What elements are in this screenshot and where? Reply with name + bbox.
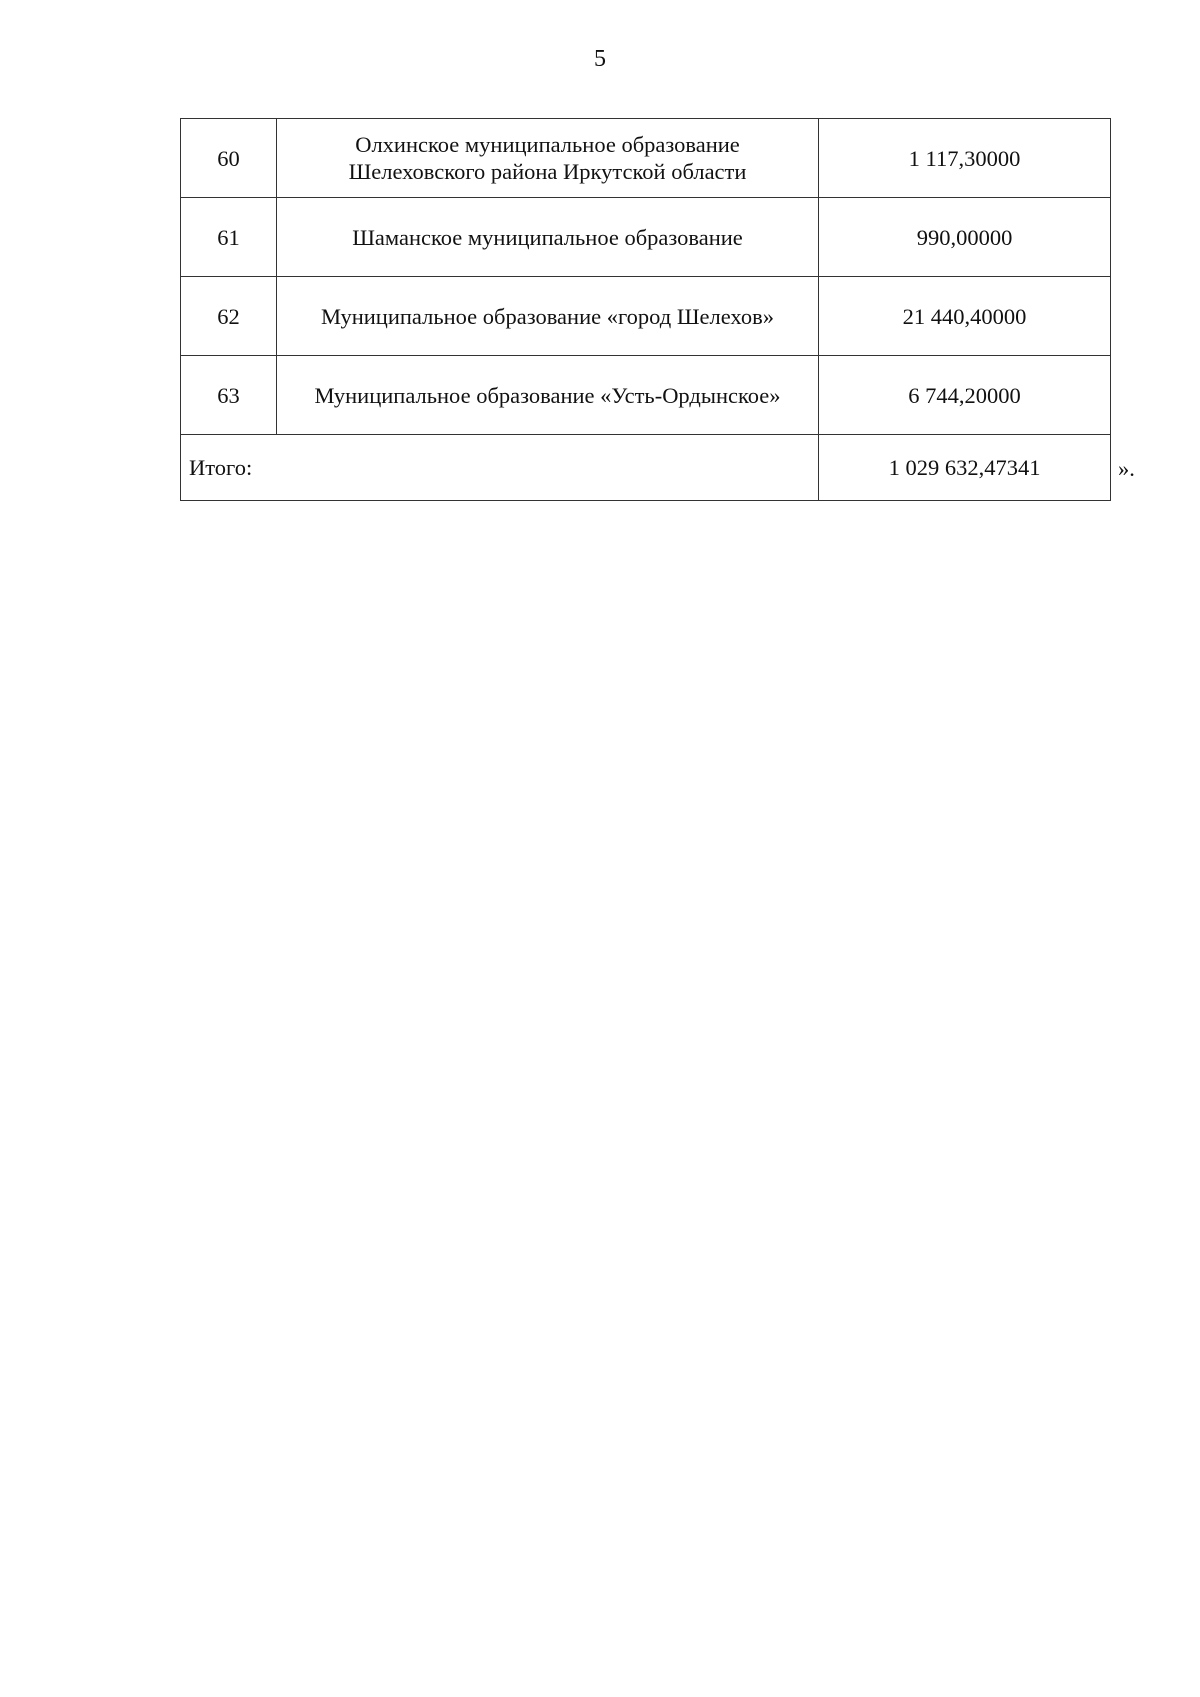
table-row (181, 119, 1111, 198)
municipality-name (277, 356, 819, 435)
table-row (181, 277, 1111, 356)
amount-cell: 1 117,30000 (819, 119, 1111, 198)
row-number: 61 (181, 198, 277, 277)
municipality-name (277, 277, 819, 356)
row-number: 63 (181, 356, 277, 435)
municipality-name (277, 198, 819, 277)
row-number: 60 (181, 119, 277, 198)
municipality-name-line: Муниципальное образование «город Шелехов» (321, 303, 774, 329)
table-row (181, 198, 1111, 277)
total-row (181, 435, 1111, 501)
page-number: 5 (594, 46, 606, 72)
total-label: Итого: (181, 435, 819, 501)
amount-cell: 21 440,40000 (819, 277, 1111, 356)
municipality-name-line: Олхинское муниципальное образование (355, 132, 740, 157)
row-number: 62 (181, 277, 277, 356)
total-amount: 1 029 632,47341 (819, 435, 1111, 501)
amount-cell: 6 744,20000 (819, 356, 1111, 435)
municipality-name (277, 119, 819, 198)
municipality-name-line: Шелеховского района Иркутской области (348, 159, 747, 184)
allocation-table (180, 118, 1111, 501)
closing-quote-mark: ». (1118, 456, 1135, 481)
municipality-name-line: Шаманское муниципальное образование (352, 224, 743, 250)
amount-cell: 990,00000 (819, 198, 1111, 277)
municipality-name-line: Муниципальное образование «Усть-Ордынское» (314, 382, 781, 408)
table-row (181, 356, 1111, 435)
